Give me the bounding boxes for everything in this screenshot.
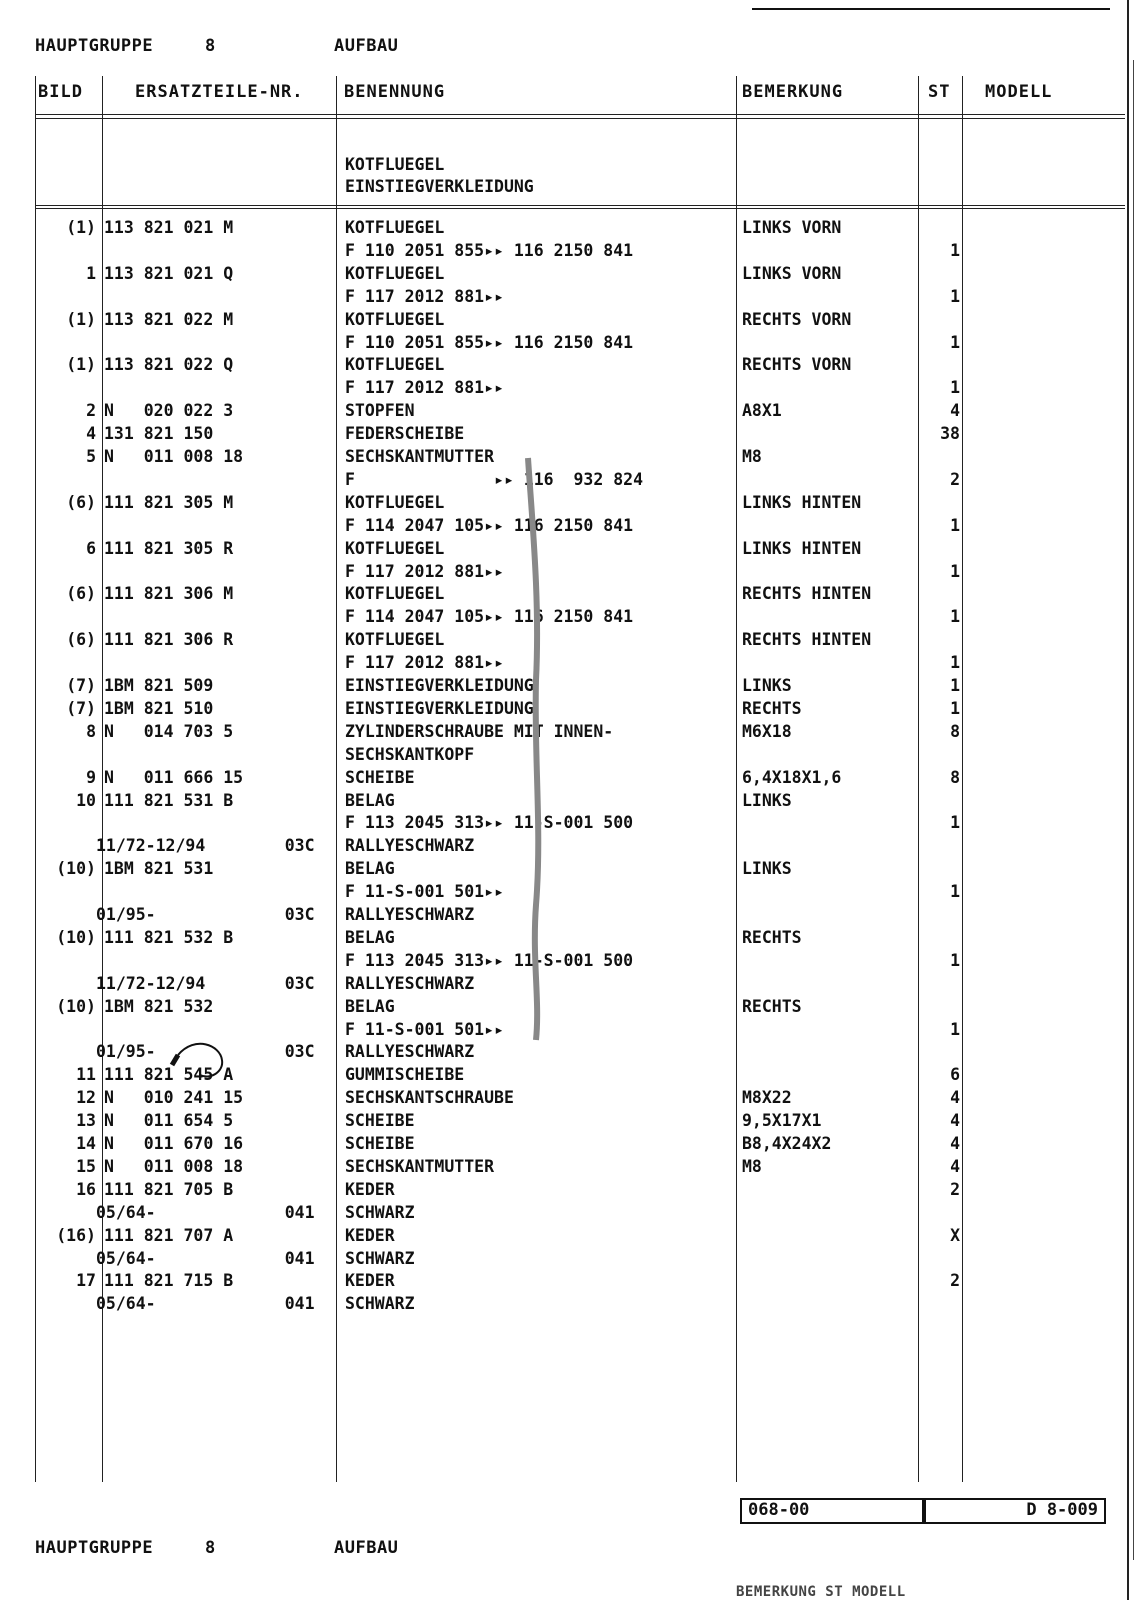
cell-st: 1 — [950, 1019, 960, 1039]
cell-benennung: SECHSKANTKOPF — [345, 744, 475, 764]
page-ref-box — [922, 1498, 1106, 1524]
cell-bemerkung: LINKS VORN — [742, 263, 842, 283]
cell-bild: (7) — [66, 698, 96, 718]
cell-benennung: SCHEIBE — [345, 1111, 415, 1131]
cell-st: 1 — [950, 882, 960, 902]
cell-st: 4 — [950, 1088, 960, 1108]
cell-part-number: 05/64- 041 — [96, 1248, 315, 1268]
cell-bild: (7) — [66, 676, 96, 695]
group-name: AUFBAU — [334, 36, 399, 56]
cell-bemerkung: B8,4X24X2 — [742, 1134, 832, 1153]
cell-benennung: SCHEIBE — [345, 767, 415, 787]
cell-bild: 12 — [76, 1088, 96, 1108]
cell-bemerkung: M8 — [742, 447, 762, 466]
cell-bild: 6 — [86, 538, 96, 558]
cell-part-number: 111 821 305 R — [104, 538, 234, 558]
col-head-modell: MODELL — [985, 82, 1053, 102]
cell-benennung: F 117 2012 881▸▸ — [345, 653, 504, 673]
section-title-2: EINSTIEGVERKLEIDUNG — [345, 177, 534, 196]
cell-part-number: N 011 008 18 — [104, 1156, 244, 1176]
cell-st: 1 — [950, 561, 960, 581]
cell-st: 2 — [950, 1271, 960, 1291]
cell-bild: (1) — [66, 355, 96, 375]
page-code: 068-00 — [748, 1500, 810, 1520]
cell-bemerkung: A8X1 — [742, 401, 782, 421]
cell-st: 1 — [950, 378, 960, 398]
cell-part-number: N 011 666 15 — [104, 767, 244, 787]
cell-benennung: SCHWARZ — [345, 1248, 415, 1268]
cell-st: 1 — [950, 286, 960, 306]
cell-part-number: 113 821 022 Q — [104, 355, 234, 375]
cell-part-number: 1BM 821 509 — [104, 676, 214, 695]
section-title-1: KOTFLUEGEL — [345, 155, 445, 174]
cell-benennung: F 117 2012 881▸▸ — [345, 561, 504, 581]
cell-bild: 11 — [76, 1065, 96, 1085]
cell-part-number: 111 821 707 A — [104, 1225, 234, 1245]
col-head-partnr: ERSATZTEILE-NR. — [135, 82, 304, 102]
cell-part-number: 11/72-12/94 03C — [96, 836, 315, 856]
cell-benennung: SECHSKANTSCHRAUBE — [345, 1088, 514, 1108]
cell-benennung: SCHWARZ — [345, 1294, 415, 1314]
col-head-bild: BILD — [38, 82, 83, 102]
cell-bemerkung: LINKS — [742, 790, 792, 810]
cell-benennung: EINSTIEGVERKLEIDUNG — [345, 676, 534, 695]
cell-bild: 2 — [86, 401, 96, 421]
next-columns-cut: BEMERKUNG ST MODELL — [736, 1584, 906, 1600]
cell-part-number: 111 821 306 M — [104, 584, 234, 604]
next-group-label: HAUPTGRUPPE — [35, 1538, 154, 1558]
cell-part-number: 01/95- 03C — [96, 905, 315, 924]
cell-part-number: 111 821 306 R — [104, 630, 234, 650]
cell-benennung: F ▸▸ 116 932 824 — [345, 469, 644, 489]
cell-benennung: F 11-S-001 501▸▸ — [345, 882, 504, 902]
cell-benennung: F 117 2012 881▸▸ — [345, 286, 504, 306]
cell-benennung: KOTFLUEGEL — [345, 218, 445, 237]
cell-part-number: 05/64- 041 — [96, 1202, 315, 1222]
cell-bild: (6) — [66, 584, 96, 604]
col-head-st: ST — [928, 82, 951, 102]
page-ref: D 8-009 — [1026, 1500, 1098, 1520]
cell-bemerkung: RECHTS VORN — [742, 309, 852, 329]
cell-benennung: F 114 2047 105▸▸ 116 2150 841 — [345, 607, 634, 627]
cell-benennung: F 117 2012 881▸▸ — [345, 378, 504, 398]
cell-benennung: KOTFLUEGEL — [345, 538, 445, 558]
cell-part-number: 11/72-12/94 03C — [96, 973, 315, 993]
cell-benennung: KOTFLUEGEL — [345, 630, 445, 650]
cell-benennung: BELAG — [345, 996, 395, 1016]
cell-bemerkung: M8X22 — [742, 1088, 792, 1108]
cell-bild: 17 — [76, 1271, 96, 1291]
cell-bild: (10) — [56, 927, 96, 947]
cell-bild: (1) — [66, 218, 96, 237]
cell-st: 1 — [950, 240, 960, 260]
cell-part-number: N 011 008 18 — [104, 447, 244, 466]
cell-part-number: 01/95- 03C — [96, 1042, 315, 1062]
cell-st: 8 — [950, 767, 960, 787]
col-head-bemerkung: BEMERKUNG — [742, 82, 844, 102]
cell-bild: (6) — [66, 630, 96, 650]
cell-bild: 8 — [86, 721, 96, 741]
page-code-box — [740, 1498, 926, 1524]
cell-part-number: 113 821 021 Q — [104, 263, 234, 283]
cell-part-number: N 020 022 3 — [104, 401, 234, 421]
cell-benennung: ZYLINDERSCHRAUBE MIT INNEN- — [345, 721, 614, 741]
cell-part-number: 111 821 305 M — [104, 492, 234, 512]
cell-bild: 13 — [76, 1111, 96, 1131]
cell-part-number: 111 821 531 B — [104, 790, 234, 810]
cell-benennung: BELAG — [345, 790, 395, 810]
cell-benennung: STOPFEN — [345, 401, 415, 421]
cell-benennung: F 110 2051 855▸▸ 116 2150 841 — [345, 240, 634, 260]
cell-st: 4 — [950, 1134, 960, 1153]
cell-st: X — [950, 1225, 960, 1245]
cell-bemerkung: 6,4X18X1,6 — [742, 767, 842, 787]
cell-bild: 14 — [76, 1134, 96, 1153]
cell-st: 1 — [950, 332, 960, 352]
cell-bemerkung: LINKS — [742, 676, 792, 695]
cell-st: 1 — [950, 607, 960, 627]
cell-part-number: 05/64- 041 — [96, 1294, 315, 1314]
cell-st: 4 — [950, 1156, 960, 1176]
cell-st: 2 — [950, 1179, 960, 1199]
cell-benennung: KOTFLUEGEL — [345, 309, 445, 329]
cell-bemerkung: 9,5X17X1 — [742, 1111, 822, 1131]
cell-bemerkung: RECHTS — [742, 698, 802, 718]
cell-benennung: KOTFLUEGEL — [345, 492, 445, 512]
cell-bild: (6) — [66, 492, 96, 512]
cell-benennung: FEDERSCHEIBE — [345, 424, 465, 444]
cell-benennung: RALLYESCHWARZ — [345, 1042, 475, 1062]
cell-st: 6 — [950, 1065, 960, 1085]
cell-part-number: 113 821 022 M — [104, 309, 234, 329]
cell-benennung: F 11-S-001 501▸▸ — [345, 1019, 504, 1039]
cell-bemerkung: M6X18 — [742, 721, 792, 741]
cell-benennung: SECHSKANTMUTTER — [345, 1156, 495, 1176]
cell-benennung: GUMMISCHEIBE — [345, 1065, 465, 1085]
cell-st: 38 — [940, 424, 960, 444]
cell-benennung: SCHWARZ — [345, 1202, 415, 1222]
cell-benennung: KOTFLUEGEL — [345, 355, 445, 375]
next-group-number: 8 — [205, 1538, 216, 1558]
cell-st: 8 — [950, 721, 960, 741]
cell-benennung: KEDER — [345, 1225, 395, 1245]
cell-benennung: KOTFLUEGEL — [345, 263, 445, 283]
cell-st: 4 — [950, 401, 960, 421]
cell-part-number: N 011 670 16 — [104, 1134, 244, 1153]
cell-benennung: RALLYESCHWARZ — [345, 973, 475, 993]
cell-benennung: KEDER — [345, 1271, 395, 1291]
cell-part-number: 111 821 545 A — [104, 1065, 234, 1085]
cell-benennung: KOTFLUEGEL — [345, 584, 445, 604]
cell-part-number: N 010 241 15 — [104, 1088, 244, 1108]
cell-st: 1 — [950, 676, 960, 695]
cell-bemerkung: RECHTS HINTEN — [742, 584, 872, 604]
cell-bemerkung: M8 — [742, 1156, 762, 1176]
cell-bemerkung: RECHTS — [742, 927, 802, 947]
cell-benennung: F 113 2045 313▸▸ 11-S-001 500 — [345, 813, 634, 833]
cell-st: 1 — [950, 698, 960, 718]
cell-benennung: KEDER — [345, 1179, 395, 1199]
cell-bild: 10 — [76, 790, 96, 810]
cell-part-number: 111 821 715 B — [104, 1271, 234, 1291]
cell-bemerkung: RECHTS — [742, 996, 802, 1016]
group-number: 8 — [205, 36, 216, 56]
cell-bemerkung: LINKS HINTEN — [742, 492, 862, 512]
cell-st: 2 — [950, 469, 960, 489]
cell-bild: 5 — [86, 447, 96, 466]
cell-bild: (10) — [56, 996, 96, 1016]
cell-part-number: 131 821 150 — [104, 424, 214, 444]
cell-st: 4 — [950, 1111, 960, 1131]
cell-bemerkung: LINKS HINTEN — [742, 538, 862, 558]
cell-bemerkung: LINKS VORN — [742, 218, 842, 237]
group-label: HAUPTGRUPPE — [35, 36, 154, 56]
cell-part-number: N 014 703 5 — [104, 721, 234, 741]
cell-bild: (1) — [66, 309, 96, 329]
cell-bild: 16 — [76, 1179, 96, 1199]
cell-benennung: SCHEIBE — [345, 1134, 415, 1153]
cell-bild: 4 — [86, 424, 96, 444]
cell-st: 1 — [950, 515, 960, 535]
cell-bemerkung: RECHTS VORN — [742, 355, 852, 375]
cell-benennung: F 114 2047 105▸▸ 116 2150 841 — [345, 515, 634, 535]
col-head-benennung: BENENNUNG — [344, 82, 446, 102]
cell-bemerkung: RECHTS HINTEN — [742, 630, 872, 650]
cell-benennung: RALLYESCHWARZ — [345, 905, 475, 924]
cell-benennung: RALLYESCHWARZ — [345, 836, 475, 856]
cell-part-number: 113 821 021 M — [104, 218, 234, 237]
cell-part-number: 1BM 821 532 — [104, 996, 214, 1016]
cell-benennung: EINSTIEGVERKLEIDUNG — [345, 698, 534, 718]
cell-bemerkung: LINKS — [742, 859, 792, 879]
cell-st: 1 — [950, 653, 960, 673]
cell-st: 1 — [950, 813, 960, 833]
cell-part-number: 1BM 821 510 — [104, 698, 214, 718]
next-group-name: AUFBAU — [334, 1538, 399, 1558]
cell-bild: (10) — [56, 859, 96, 879]
cell-bild: 1 — [86, 263, 96, 283]
cell-part-number: 111 821 705 B — [104, 1179, 234, 1199]
cell-part-number: 1BM 821 531 — [104, 859, 214, 879]
cell-benennung: F 113 2045 313▸▸ 11-S-001 500 — [345, 950, 634, 970]
cell-st: 1 — [950, 950, 960, 970]
cell-bild: (16) — [56, 1225, 96, 1245]
cell-bild: 15 — [76, 1156, 96, 1176]
cell-bild: 9 — [86, 767, 96, 787]
cell-benennung: F 110 2051 855▸▸ 116 2150 841 — [345, 332, 634, 352]
cell-part-number: 111 821 532 B — [104, 927, 234, 947]
cell-benennung: BELAG — [345, 859, 395, 879]
cell-part-number: N 011 654 5 — [104, 1111, 234, 1131]
cell-benennung: SECHSKANTMUTTER — [345, 447, 495, 466]
cell-benennung: BELAG — [345, 927, 395, 947]
